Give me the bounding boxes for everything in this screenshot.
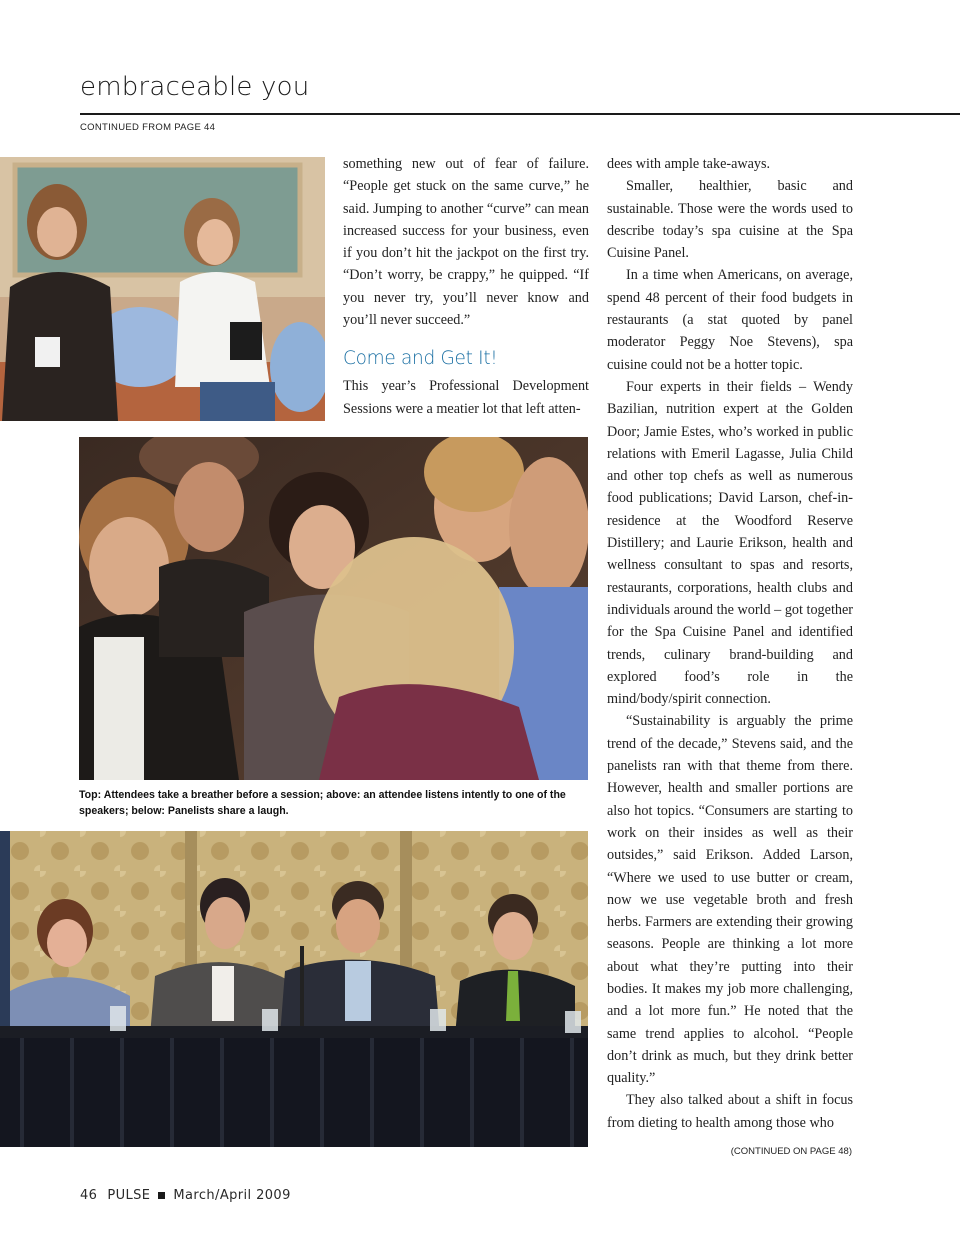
article-paragraph: dees with ample take-aways. (607, 156, 771, 172)
article-paragraph: They also talked about a shift in focus from dieting to health among those who (607, 1092, 853, 1131)
page-footer (80, 1188, 291, 1203)
article-paragraph: Four experts in their fields – Wendy Bazilian, nutrition expert at the Golden Door; Jamie Estes, who’s worked in public relations with Emeril Lagasse, Julia Child and other top chefs as well as numerous food publications; David Larson, chef-in-residence at the Woodford Reserve Distillery; and Laurie Erikson, health and wellness consultant to spas and resorts, restaurants, corporations, health clubs and individuals around the world – got together for the Spa Cuisine Panel and identified trends, culinary brand-building and explored food’s role in the mind/body/spirit connection. (607, 378, 853, 708)
article-paragraph: In a time when Americans, on average, spend 48 percent of their food budgets in restaurants (a stat quoted by panel moderator Peggy Noe Stevens), spa cuisine could not be a hotter topic. (607, 267, 853, 373)
page-number: 46 (80, 1188, 98, 1203)
square-bullet-icon (158, 1192, 165, 1199)
section-title: embraceable you (80, 72, 310, 102)
issue-date: March/April 2009 (173, 1188, 291, 1203)
photo-attendees-resting (0, 157, 325, 421)
article-column-middle (343, 153, 589, 420)
article-column-right (607, 153, 853, 1134)
continued-on-label: (CONTINUED ON PAGE 48) (730, 1146, 852, 1157)
publication-name: PULSE (107, 1188, 151, 1203)
article-paragraph: Smaller, healthier, basic and sustainable. Those were the words used to describe today’s spa cuisine at the Spa Cuisine Panel. (607, 178, 853, 262)
header-rule (80, 113, 960, 115)
article-paragraph: something new out of fear of failure. “People get stuck on the same curve,” he said. Jumping to another “curve” can mean increased success for your business, even if you don’t hit the jackpot on the first try. “Don’t worry, be crappy,” he quipped. “If you never try, you’ll never know and you’ll never succeed.” (343, 156, 589, 329)
article-paragraph: “Sustainability is arguably the prime trend of the decade,” Stevens said, and the panelists ran with that theme from there. However, health and smaller portions are also hot topics. “Consumers are starting to work on their insides as well as their outsides,” said Erikson. Added Larson, “Where we used to use butter or cream, now we use vegetable broth and fresh herbs. Farmers are extending their growing seasons. People are thinking a lot more about what they’re putting into their bodies. It makes my job more challenging, and a lot more fun.” He noted that the same trend applies to alcohol. “People don’t drink as much, but they drink better quality.” (607, 713, 853, 1087)
photo-caption: Top: Attendees take a breather before a session; above: an attendee listens intently to one of the speakers; below: Panelists share a laugh. (79, 789, 566, 817)
article-subhead: Come and Get It! (343, 348, 498, 370)
continued-from-label: CONTINUED FROM PAGE 44 (80, 122, 216, 133)
article-paragraph: This year’s Professional Development Sessions were a meatier lot that left atten- (343, 378, 589, 417)
photo-audience-listening (79, 437, 588, 780)
photo-panelists-laughing (0, 831, 588, 1147)
